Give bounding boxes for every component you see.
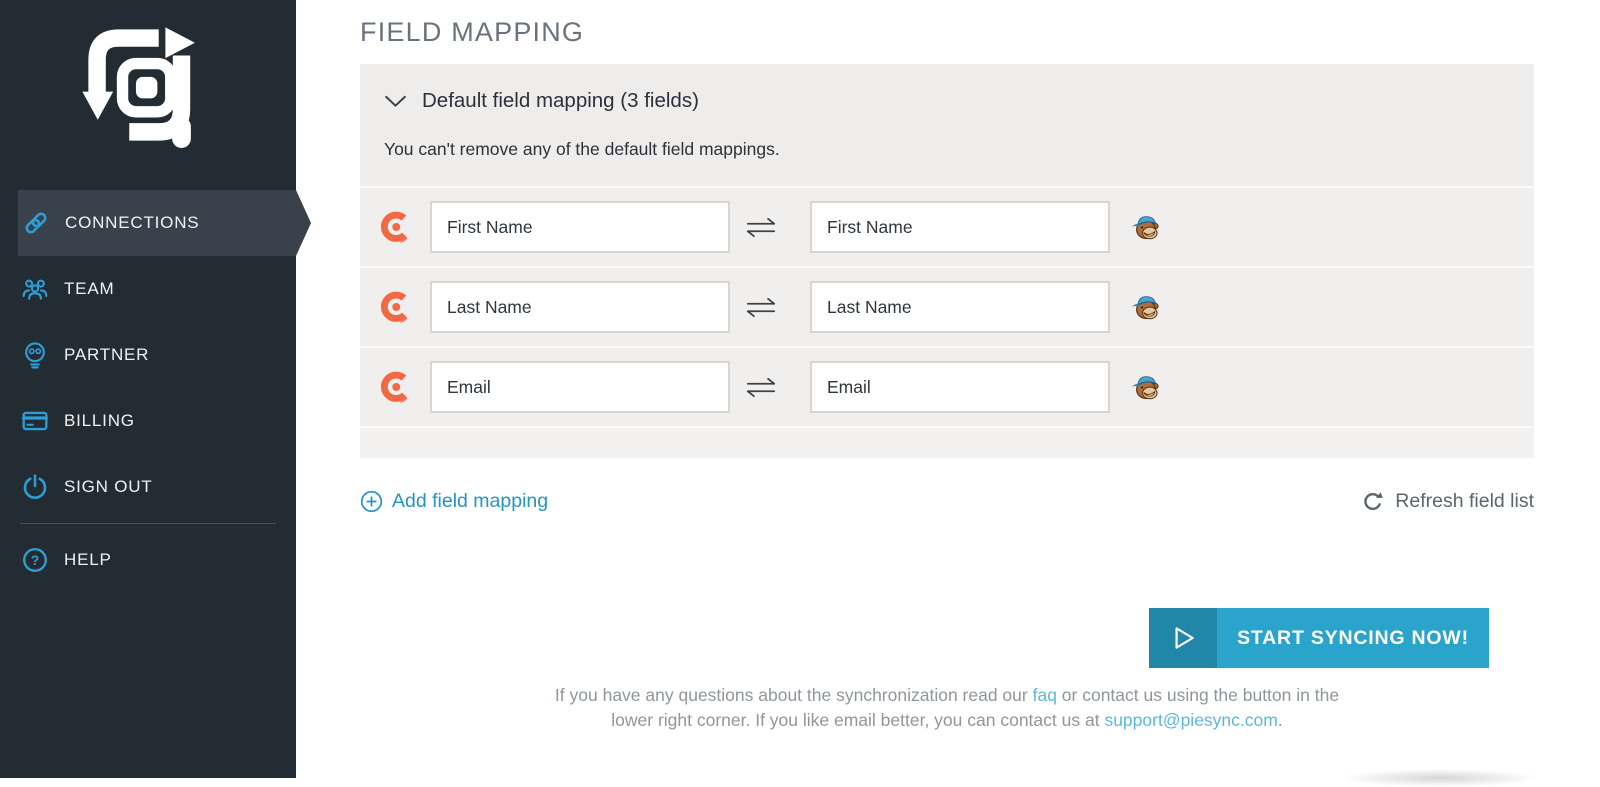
sidebar-nav — [0, 190, 296, 593]
panel-header-label: Default field mapping (3 fields) — [422, 89, 699, 112]
svg-text:?: ? — [30, 551, 40, 568]
power-icon — [21, 473, 49, 501]
source-field-input[interactable] — [430, 281, 730, 333]
team-icon — [21, 275, 49, 303]
panel-note: You can't remove any of the default field mappings. — [384, 139, 780, 159]
refresh-icon — [1362, 491, 1384, 513]
copper-app-icon — [378, 210, 412, 244]
sidebar-item-label: SIGN OUT — [64, 477, 153, 496]
help-icon — [21, 546, 49, 574]
mailchimp-app-icon — [1129, 210, 1163, 244]
circle-plus-icon — [360, 490, 383, 513]
start-syncing-label: START SYNCING NOW! — [1217, 608, 1489, 668]
sidebar-item-billing[interactable] — [0, 388, 296, 454]
sync-arrows-icon — [730, 297, 792, 318]
target-field-input[interactable] — [810, 281, 1110, 333]
page-title: FIELD MAPPING — [360, 17, 585, 47]
start-syncing-button[interactable] — [1149, 608, 1489, 668]
sync-arrows-icon — [730, 217, 792, 238]
sidebar-item-label: PARTNER — [64, 345, 150, 364]
piesync-logo — [0, 26, 296, 160]
sidebar-item-label: CONNECTIONS — [65, 213, 200, 232]
sidebar-item-signout[interactable] — [0, 454, 296, 520]
field-mapping-panel — [360, 64, 1534, 458]
sidebar-item-help[interactable] — [0, 527, 296, 593]
copper-app-icon — [378, 290, 412, 324]
sidebar-item-label: HELP — [64, 550, 112, 569]
source-field-input[interactable] — [430, 201, 730, 253]
footer-text: . — [1277, 709, 1283, 730]
sidebar-item-connections[interactable] — [18, 190, 296, 256]
sidebar — [0, 0, 296, 778]
target-field-input[interactable] — [810, 361, 1110, 413]
source-field-input[interactable] — [430, 361, 730, 413]
link-icon — [22, 209, 50, 237]
billing-icon — [21, 407, 49, 435]
refresh-field-list-label: Refresh field list — [1395, 490, 1534, 512]
chat-widget-shadow — [1340, 769, 1540, 787]
sidebar-item-team[interactable] — [0, 256, 296, 322]
mailchimp-app-icon — [1129, 370, 1163, 404]
mailchimp-app-icon — [1129, 290, 1163, 324]
chevron-down-icon — [384, 95, 407, 108]
footer-text: If you have any questions about the synchronization read our — [554, 685, 1033, 705]
sync-arrows-icon — [730, 377, 792, 398]
actions-row — [360, 490, 1534, 513]
field-mapping-row — [360, 266, 1534, 346]
sidebar-item-partner[interactable] — [0, 322, 296, 388]
refresh-field-list-button[interactable] — [1362, 490, 1534, 513]
copper-app-icon — [378, 370, 412, 404]
start-button-row — [360, 608, 1534, 668]
support-email-link[interactable]: support@piesync.com — [1104, 709, 1278, 730]
field-mapping-row — [360, 346, 1534, 426]
sidebar-divider — [20, 523, 276, 524]
field-mapping-row — [360, 186, 1534, 266]
panel-collapse-header[interactable] — [360, 64, 1534, 113]
add-field-mapping-label: Add field mapping — [392, 490, 549, 512]
play-icon — [1149, 608, 1217, 668]
target-field-input[interactable] — [810, 201, 1110, 253]
footer-help-text — [360, 683, 1534, 732]
footer-text: lower right corner. If you like email better, you can contact us at — [611, 709, 1105, 730]
sidebar-item-label: TEAM — [64, 279, 115, 298]
faq-link[interactable]: faq — [1032, 685, 1057, 705]
footer-text: or contact us using the button in the — [1056, 685, 1340, 705]
panel-footer-strip — [360, 426, 1534, 458]
main-content — [296, 0, 1600, 778]
partner-icon — [21, 341, 49, 369]
sidebar-item-label: BILLING — [64, 411, 135, 430]
add-field-mapping-link[interactable] — [360, 490, 548, 513]
